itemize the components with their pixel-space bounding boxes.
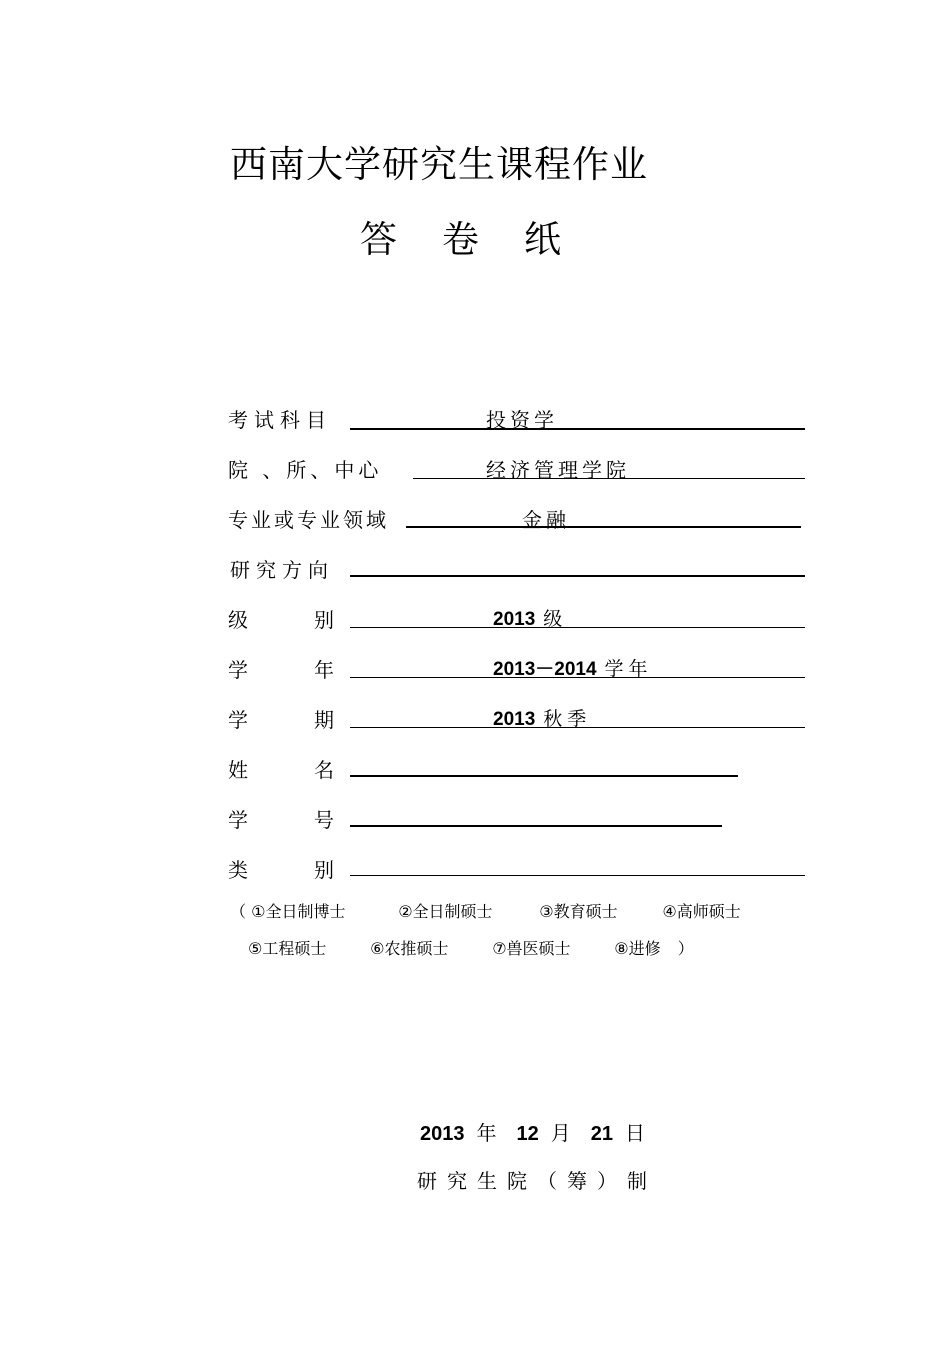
field-category (228, 854, 808, 884)
field-major-value: 金融 (522, 508, 570, 532)
category-option: ④高师硕士 (662, 902, 741, 921)
field-category-label: 类 别 (228, 858, 334, 882)
field-school-year-label: 学 年 (228, 658, 334, 682)
field-subject-underline[interactable] (350, 428, 805, 430)
category-option: ⑧进修 (614, 939, 661, 958)
field-student-id-label: 学 号 (228, 808, 334, 832)
date-year-unit: 年 (476, 1121, 497, 1145)
category-option: ⑤工程硕士 (248, 939, 327, 958)
field-direction-underline[interactable] (350, 575, 805, 577)
category-option: ①全日制博士 (251, 902, 346, 921)
page-title: 西南大学研究生课程作业 (230, 143, 648, 186)
field-school-year (228, 654, 808, 684)
category-option: ⑥农推硕士 (370, 939, 449, 958)
field-student-id (228, 804, 808, 834)
category-option: ②全日制硕士 (398, 902, 493, 921)
close-paren: ） (677, 939, 694, 958)
field-grade-label: 级 别 (228, 608, 334, 632)
field-grade-value: 2013 级 (493, 608, 568, 630)
field-direction-label: 研究方向 (230, 558, 334, 582)
category-options-line-1 (230, 899, 741, 922)
field-grade-underline[interactable] (350, 627, 805, 628)
field-major (228, 504, 808, 534)
field-major-underline[interactable] (406, 526, 801, 528)
field-college-value: 经济管理学院 (486, 458, 630, 482)
field-school-year-value: 2013－2014 学年 (493, 658, 653, 680)
field-name-underline[interactable] (350, 775, 738, 777)
date-year: 2013 (420, 1123, 465, 1145)
date-day: 21 (590, 1123, 613, 1145)
field-subject (228, 404, 808, 434)
date-month-unit: 月 (550, 1121, 571, 1145)
field-student-id-underline[interactable] (350, 825, 722, 827)
field-grade (228, 604, 808, 634)
field-college (228, 454, 808, 484)
field-name-label: 姓 名 (228, 758, 334, 782)
field-direction (228, 554, 808, 584)
open-paren: （ (230, 902, 247, 921)
field-major-label: 专业或专业领域 (228, 508, 389, 532)
field-name (228, 754, 808, 784)
page-subtitle: 答卷纸 (360, 218, 606, 261)
issue-date (420, 1117, 665, 1146)
field-category-underline[interactable] (350, 875, 805, 876)
date-day-unit: 日 (625, 1121, 645, 1145)
field-semester-label: 学 期 (228, 708, 334, 732)
category-option: ⑦兽医硕士 (492, 939, 571, 958)
field-semester-value: 2013 秋季 (493, 708, 592, 730)
category-options-line-2 (248, 936, 694, 959)
field-semester (228, 704, 808, 734)
issuer-text: 研究生院（筹）制 (417, 1169, 657, 1193)
field-college-label: 院 、所、中心 (228, 458, 383, 482)
field-subject-value: 投资学 (486, 408, 558, 432)
field-subject-label: 考试科目 (228, 408, 332, 432)
date-month: 12 (516, 1123, 539, 1145)
category-option: ③教育硕士 (539, 902, 618, 921)
